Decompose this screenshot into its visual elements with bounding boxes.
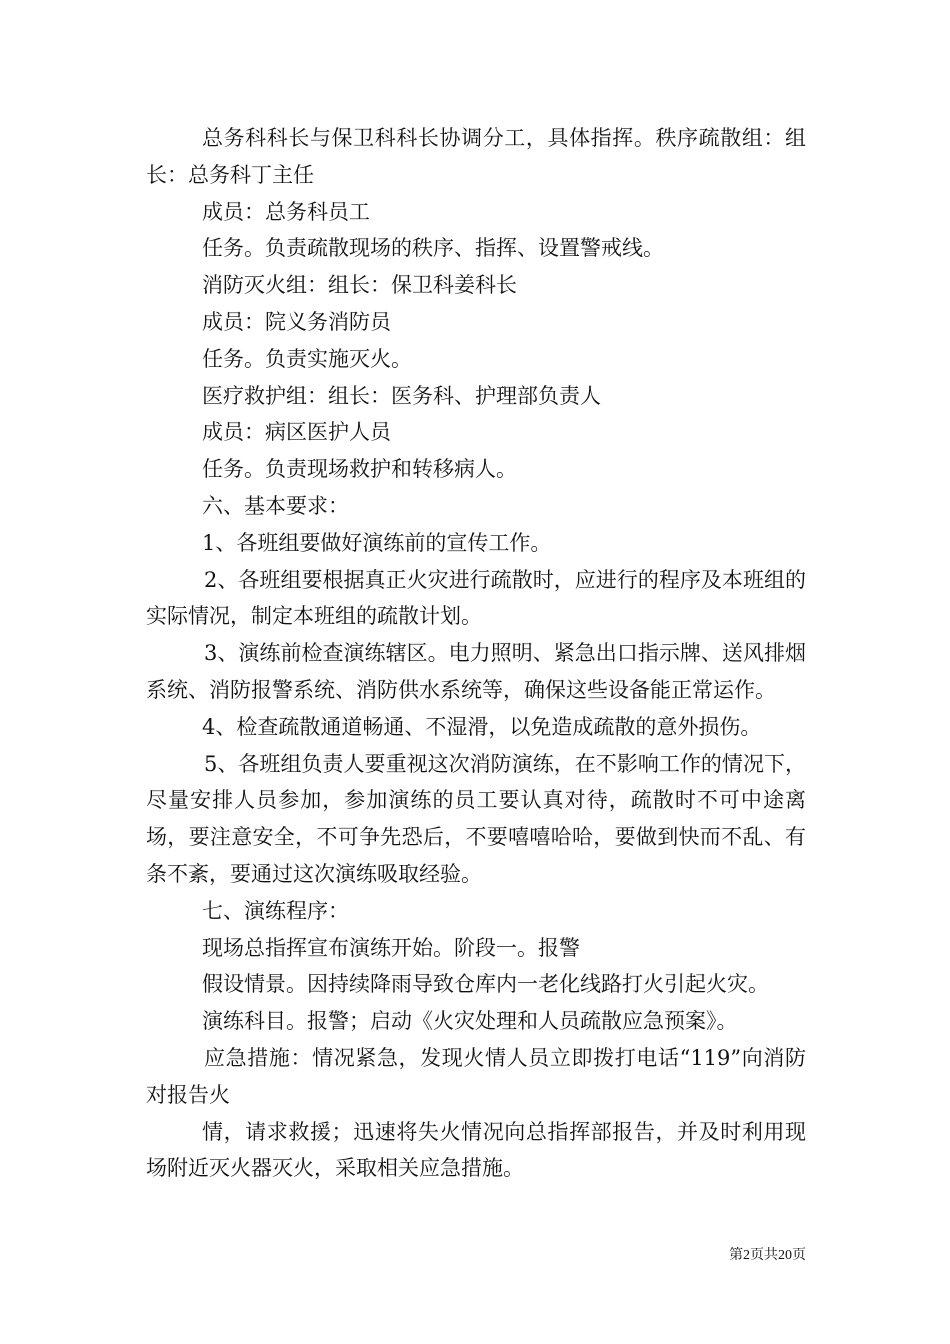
paragraph-scenario: 假设情景。因持续降雨导致仓库内一老化线路打火引起火灾。 — [202, 972, 769, 997]
footer-prefix: 第 — [729, 1248, 743, 1263]
paragraph-fire-task: 任务。负责实施灭火。 — [202, 346, 412, 371]
footer-middle: 页共 — [750, 1248, 778, 1263]
paragraph-fire-group: 消防灭火组：组长：保卫科姜科长 — [202, 273, 517, 298]
page-number-footer — [729, 1247, 806, 1265]
requirement-item-2: 2、各班组要根据真正火灾进行疏散时，应进行的程序及本班组的实际情况，制定本班组的疏散计划。 — [146, 567, 806, 629]
paragraph-rescue-request: 情，请求救援；迅速将失火情况向总指挥部报告，并及时利用现场附近灭火器灭火，采取相关应急措施。 — [146, 1119, 806, 1181]
paragraph-order-task: 任务。负责疏散现场的秩序、指挥、设置警戒线。 — [202, 236, 664, 261]
footer-total-pages: 20 — [778, 1248, 792, 1263]
requirement-item-3: 3、演练前检查演练辖区。电力照明、紧急出口指示牌、送风排烟系统、消防报警系统、消防供水系统等，确保这些设备能正常运作。 — [146, 641, 806, 702]
requirement-item-4: 4、检查疏散通道畅通、不湿滑，以免造成疏散的意外损伤。 — [202, 714, 762, 739]
paragraph-medical-task: 任务。负责现场救护和转移病人。 — [202, 457, 517, 482]
paragraph-command-assignment: 总务科科长与保卫科科长协调分工，具体指挥。秩序疏散组：组长：总务科丁主任 — [146, 126, 806, 187]
paragraph-fire-members: 成员：院义务消防员 — [202, 309, 391, 334]
paragraph-emergency-measures: 应急措施：情况紧急，发现火情人员立即拨打电话“119”向消防对报告火 — [146, 1045, 806, 1107]
paragraph-order-members: 成员：总务科员工 — [202, 199, 370, 224]
paragraph-drill-subject: 演练科目。报警；启动《火灾处理和人员疏散应急预案》。 — [202, 1009, 738, 1034]
paragraph-medical-group: 医疗救护组：组长：医务科、护理部负责人 — [202, 383, 601, 408]
heading-basic-requirements: 六、基本要求： — [202, 493, 349, 518]
requirement-item-1: 1、各班组要做好演练前的宣传工作。 — [202, 530, 552, 555]
document-body — [146, 120, 806, 1187]
footer-current-page: 2 — [743, 1248, 750, 1263]
paragraph-drill-start: 现场总指挥宣布演练开始。阶段一。报警 — [202, 935, 580, 960]
requirement-item-5: 5、各班组负责人要重视这次消防演练，在不影响工作的情况下，尽量安排人员参加，参加演练的员工要认真对待，疏散时不可中途离场，要注意安全，不可争先恐后，不要嘻嘻哈哈，要做到快而不乱、有条不紊，要通过这次演练吸取经验。 — [146, 751, 806, 886]
paragraph-medical-members: 成员：病区医护人员 — [202, 420, 391, 445]
footer-suffix: 页 — [792, 1248, 806, 1263]
heading-drill-procedure: 七、演练程序： — [202, 898, 349, 923]
